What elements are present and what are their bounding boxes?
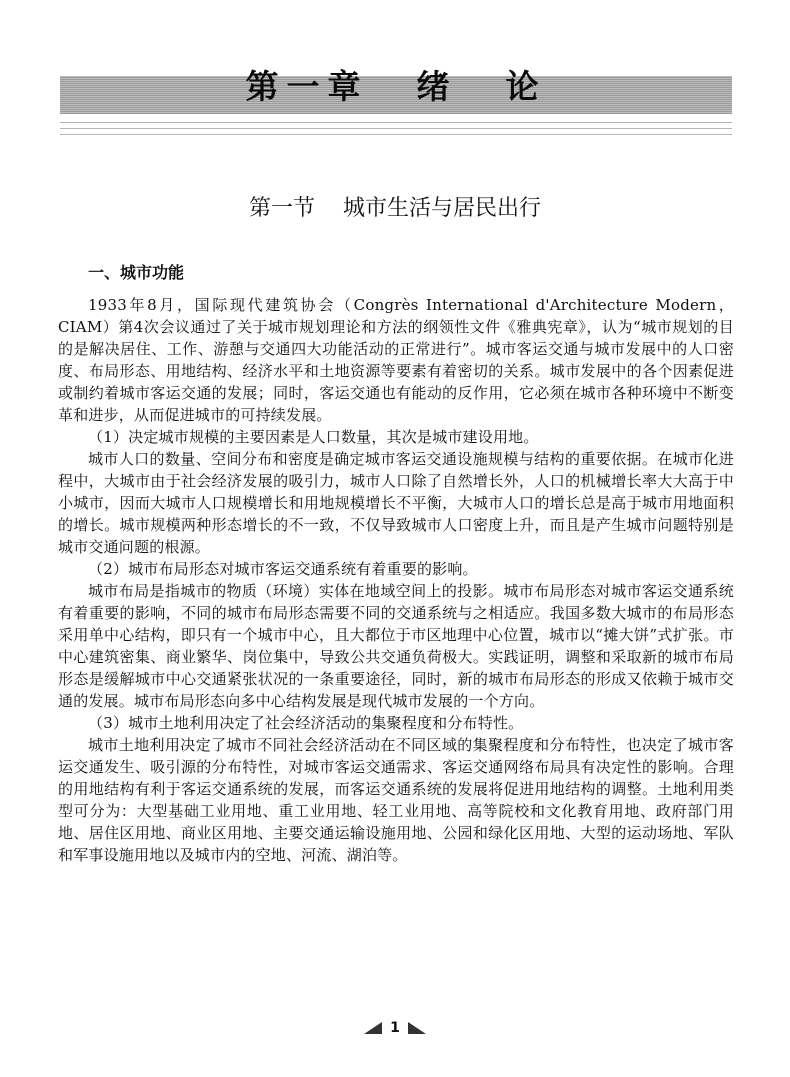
section-title: [0, 194, 790, 224]
decorative-rules: [60, 122, 732, 140]
paragraph: 1933年8月，国际现代建筑协会（Congrès International d'Architecture Modern，CIAM）第4次会议通过了关于城市规划理论和方法的纲领性文件《雅典宪章》，认为“城市规划的目的是解决居住、工作、游憩与交通四大功能活动的正常进行”。城市客运交通与城市发展中的人口密度、布局形态、用地结构、经济水平和土地资源等要素有着密切的关系。城市发展中的各个因素促进或制约着城市客运交通的发展；同时，客运交通也有能动的反作用，它必须在城市各种环境中不断变革和进步，从而促进城市的可持续发展。: [58, 296, 734, 424]
paragraph: 城市布局是指城市的物质（环境）实体在地域空间上的投影。城市布局形态对城市客运交通系统有着重要的影响，不同的城市布局形态需要不同的交通系统与之相适应。我国多数大城市的布局形态采用单中心结构，即只有一个城市中心，且大都位于市区地理中心位置，城市以“摊大饼”式扩张。市中心建筑密集、商业繁华、岗位集中，导致公共交通负荷极大。实践证明，调整和采取新的城市布局形态是缓解城市中心交通紧张状况的一条重要途径，同时，新的城市布局形态的形成又依赖于城市交通的发展。城市布局形态向多中心结构发展是现代城市发展的一个方向。: [58, 582, 734, 710]
chapter-title-word-2: 论: [505, 67, 547, 106]
paragraph: （2）城市布局形态对城市客运交通系统有着重要的影响。: [88, 560, 478, 578]
chapter-title: [60, 62, 732, 112]
chapter-title-number: 第一章: [245, 67, 369, 106]
body-text: [58, 294, 734, 866]
left-triangle-icon: [364, 1022, 382, 1034]
section-number: 第一节: [248, 196, 315, 221]
paragraph: 城市人口的数量、空间分布和密度是确定城市客运交通设施规模与结构的重要依据。在城市化进程中，大城市由于社会经济发展的吸引力，城市人口除了自然增长外，人口的机械增长率大大高于中小城市，因而大城市人口规模增长和用地规模增长不平衡，大城市人口的增长总是高于城市用地面积的增长。城市规模两种形态增长的不一致，不仅导致城市人口密度上升，而且是产生城市问题特别是城市交通问题的根源。: [58, 450, 734, 556]
paragraph: （1）决定城市规模的主要因素是人口数量，其次是城市建设用地。: [88, 428, 539, 446]
page-footer: [0, 1018, 790, 1038]
paragraph: 城市土地利用决定了城市不同社会经济活动在不同区域的集聚程度和分布特性，也决定了城市客运交通发生、吸引源的分布特性，对城市客运交通需求、客运交通网络布局具有决定性的影响。合理的用地结构有利于客运交通系统的发展，而客运交通系统的发展将促进用地结构的调整。土地利用类型可分为：大型基础工业用地、重工业用地、轻工业用地、高等院校和文化教育用地、政府部门用地、居住区用地、商业区用地、主要交通运输设施用地、公园和绿化区用地、大型的运动场地、军队和军事设施用地以及城市内的空地、河流、湖泊等。: [58, 736, 734, 864]
paragraph: （3）城市土地利用决定了社会经济活动的集聚程度和分布特性。: [88, 714, 524, 732]
subsection-heading: 一、城市功能: [88, 263, 185, 282]
chapter-title-word-1: 绪: [416, 67, 458, 106]
section-heading: 城市生活与居民出行: [343, 196, 542, 221]
page-number: 1: [390, 1020, 400, 1036]
right-triangle-icon: [408, 1022, 426, 1034]
